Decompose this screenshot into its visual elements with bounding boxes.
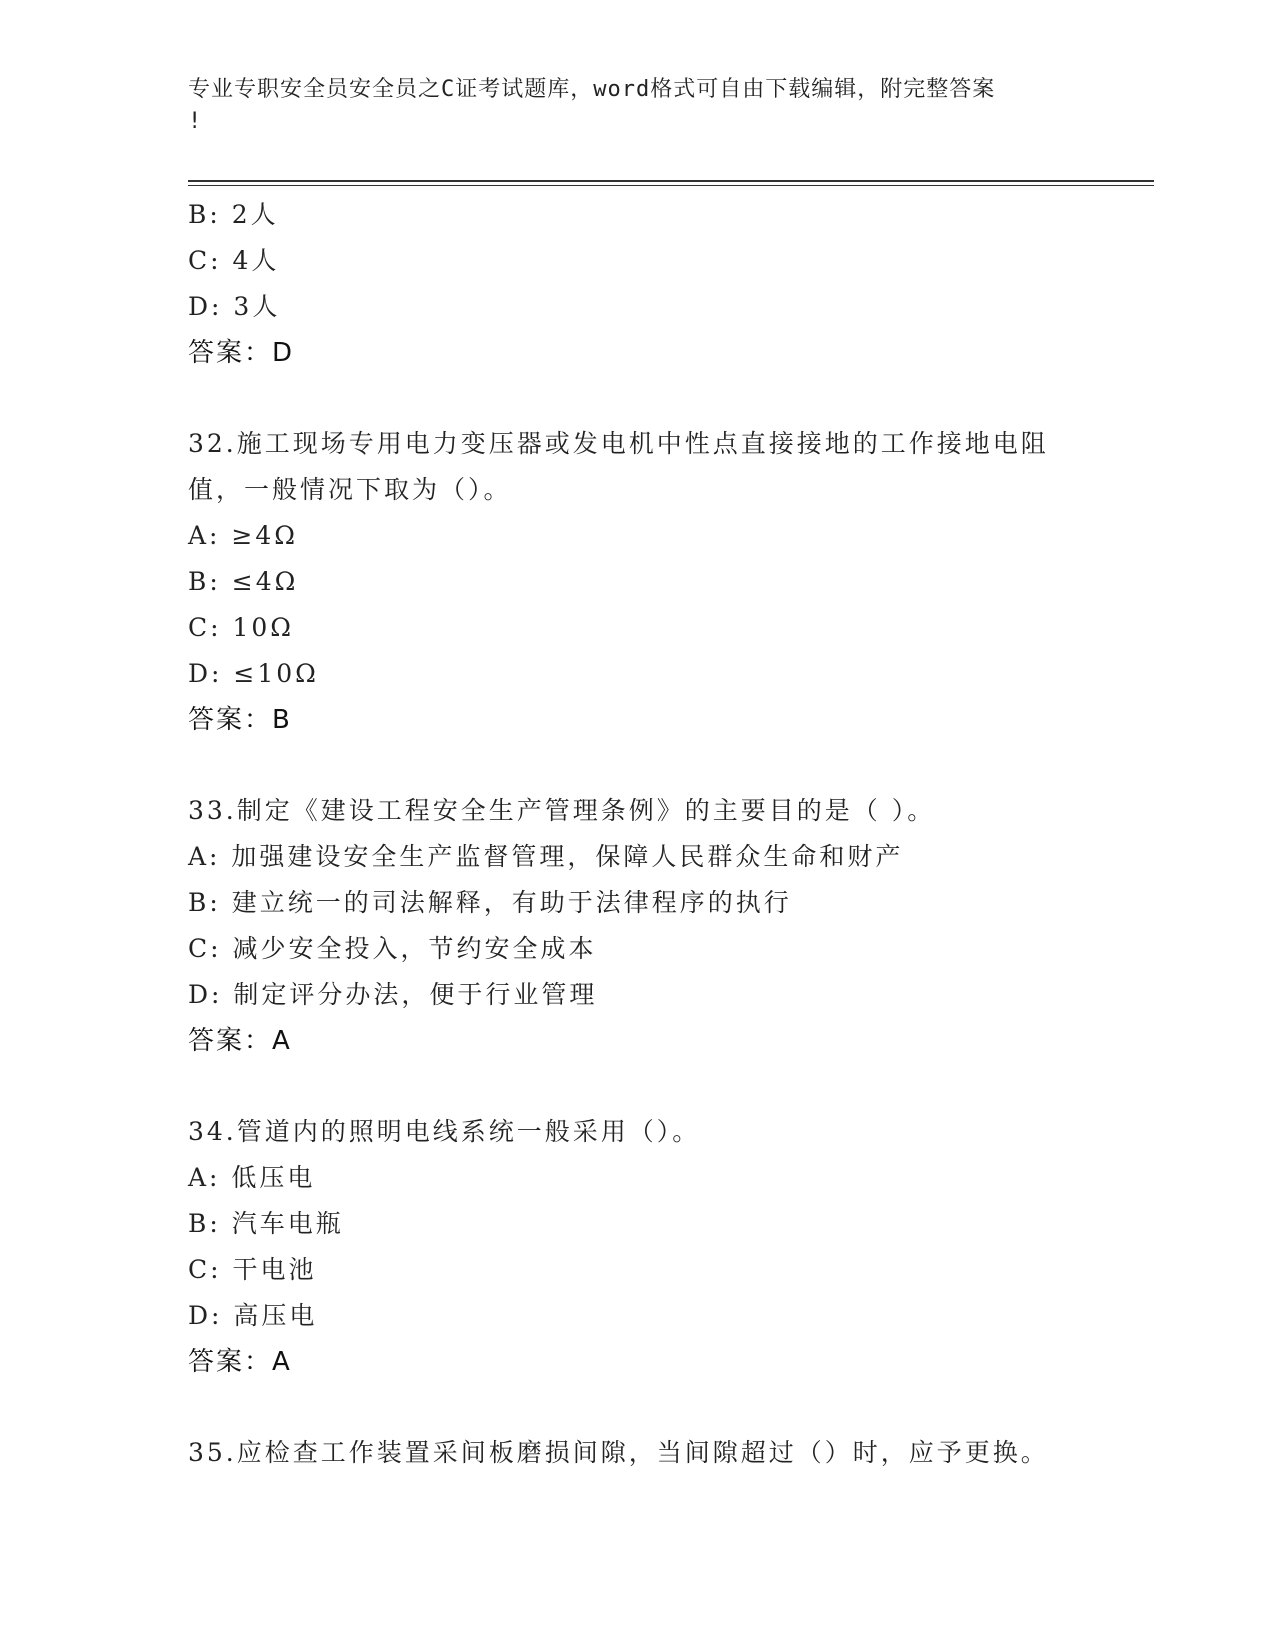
- header-title-continuation: !: [188, 109, 203, 134]
- question-spacer: [188, 376, 1088, 421]
- q34-stem: 34.管道内的照明电线系统一般采用（）。: [188, 1117, 701, 1146]
- q31-option-c: C: 4人: [188, 246, 280, 275]
- header-title-line: 专业专职安全员安全员之C证考试题库，word格式可自由下载编辑，附完整答案: [188, 77, 996, 102]
- q33-option-a: A: 加强建设安全生产监督管理，保障人民群众生命和财产: [188, 842, 904, 871]
- q33-stem: 33.制定《建设工程安全生产管理条例》的主要目的是（ ）。: [188, 796, 936, 825]
- q31-option-d: D: 3人: [188, 292, 281, 321]
- q34-option-b: B: 汽车电瓶: [188, 1209, 344, 1238]
- q31-answer: 答案：D: [188, 338, 295, 368]
- q32-answer: 答案：B: [188, 705, 292, 735]
- q32-option-d: D: ≤10Ω: [188, 659, 319, 688]
- q35-stem: 35.应检查工作装置采间板磨损间隙，当间隙超过（）时，应予更换。: [188, 1438, 1049, 1467]
- question-list: [188, 192, 1088, 1476]
- q32-option-c: C: 10Ω: [188, 613, 295, 642]
- q32-option-b: B: ≤4Ω: [188, 567, 299, 596]
- q32-stem-line1: 32.施工现场专用电力变压器或发电机中性点直接接地的工作接地电阻: [188, 429, 1049, 458]
- q34-answer: 答案：A: [188, 1347, 292, 1377]
- question-spacer: [188, 743, 1088, 788]
- q34-option-c: C: 干电池: [188, 1255, 317, 1284]
- q31-option-b: B: 2人: [188, 200, 279, 229]
- question-35: [188, 1430, 1088, 1476]
- question-spacer: [188, 1064, 1088, 1109]
- q32-stem-line2: 值，一般情况下取为（）。: [188, 475, 512, 504]
- q33-option-c: C: 减少安全投入，节约安全成本: [188, 934, 597, 963]
- header-divider-thin: [188, 185, 1154, 186]
- q33-option-d: D: 制定评分办法，便于行业管理: [188, 980, 598, 1009]
- q33-option-b: B: 建立统一的司法解释，有助于法律程序的执行: [188, 888, 792, 917]
- q33-answer: 答案：A: [188, 1026, 292, 1056]
- q34-option-a: A: 低压电: [188, 1163, 316, 1192]
- question-spacer: [188, 1385, 1088, 1430]
- header-divider-thick: [188, 180, 1154, 182]
- q34-option-d: D: 高压电: [188, 1301, 318, 1330]
- document-header: [188, 74, 1068, 138]
- q32-option-a: A: ≥4Ω: [188, 521, 299, 550]
- question-32: [188, 421, 1088, 743]
- question-33: [188, 788, 1088, 1064]
- question-34: [188, 1109, 1088, 1385]
- question-31: [188, 192, 1088, 376]
